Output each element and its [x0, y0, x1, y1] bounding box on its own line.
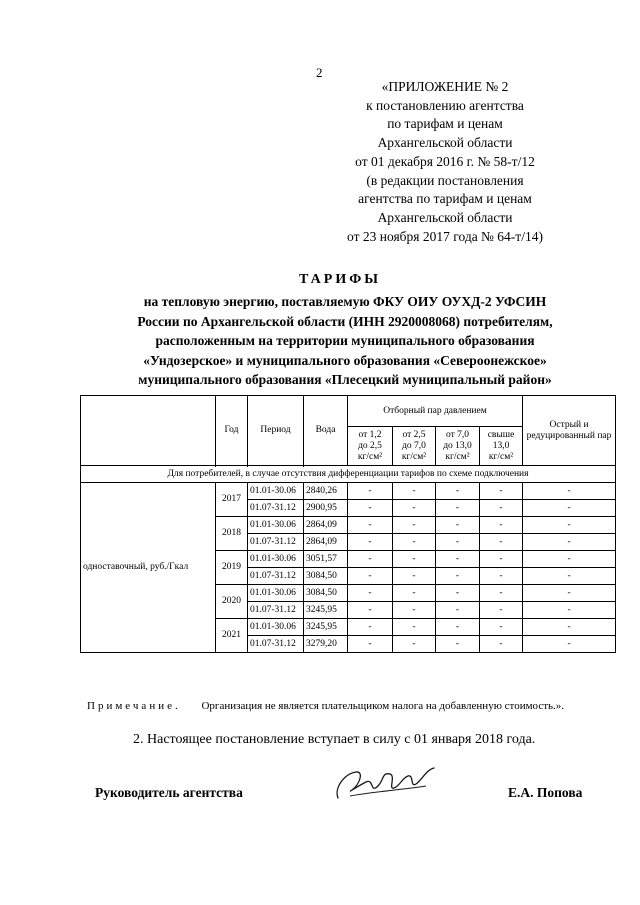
steam-cell: -	[393, 619, 436, 636]
pressure-1-line: до 2,5	[358, 440, 382, 451]
steam-cell: -	[436, 500, 480, 517]
steam-cell: -	[523, 517, 616, 534]
period-cell: 01.01-30.06	[248, 551, 304, 568]
steam-cell: -	[393, 534, 436, 551]
year-cell: 2019	[216, 551, 248, 585]
period-cell: 01.07-31.12	[248, 534, 304, 551]
signer-position: Руководитель агентства	[95, 785, 243, 800]
period-cell: 01.07-31.12	[248, 636, 304, 653]
period-cell: 01.01-30.06	[248, 619, 304, 636]
header-water: Вода	[304, 396, 348, 466]
appendix-line: к постановлению агентства	[366, 97, 524, 113]
pressure-4-line: кг/см²	[488, 451, 514, 462]
pressure-4-line: 13,0	[492, 440, 510, 451]
header-empty-cell	[81, 396, 216, 466]
steam-cell: -	[480, 551, 523, 568]
appendix-line: Архангельской области	[377, 209, 513, 225]
steam-cell: -	[480, 500, 523, 517]
steam-cell: -	[348, 517, 393, 534]
steam-cell: -	[523, 619, 616, 636]
pressure-2-line: от 2,5	[402, 429, 426, 440]
steam-cell: -	[348, 568, 393, 585]
document-title: ТАРИФЫ	[299, 272, 381, 287]
period-cell: 01.01-30.06	[248, 517, 304, 534]
pressure-1-line: кг/см²	[357, 451, 383, 462]
steam-cell: -	[436, 619, 480, 636]
tariff-table	[80, 395, 616, 653]
signer-name: Е.А. Попова	[508, 785, 583, 800]
water-cell: 2900,95	[304, 500, 348, 517]
appendix-line: от 23 ноября 2017 года № 64-т/14)	[347, 228, 543, 244]
steam-cell: -	[393, 483, 436, 500]
steam-cell: -	[393, 602, 436, 619]
appendix-line: Архангельской области	[377, 135, 513, 151]
water-cell: 3279,20	[304, 636, 348, 653]
section-label: Для потребителей, в случае отсутствия дифференциации тарифов по схеме подключения	[81, 466, 616, 483]
steam-cell: -	[436, 585, 480, 602]
appendix-line: агентства по тарифам и ценам	[358, 191, 532, 207]
subtitle-line: расположенным на территории муниципального образования	[155, 333, 535, 348]
pressure-4-line: свыше	[487, 429, 515, 440]
steam-cell: -	[480, 585, 523, 602]
water-cell: 2864,09	[304, 534, 348, 551]
clause-text: 2. Настоящее постановление вступает в силу с 01 января 2018 года.	[133, 732, 536, 747]
steam-cell: -	[348, 602, 393, 619]
steam-cell: -	[348, 500, 393, 517]
subtitle-line: России по Архангельской области (ИНН 2920008068) потребителям,	[137, 313, 553, 329]
steam-cell: -	[523, 568, 616, 585]
steam-cell: -	[480, 517, 523, 534]
steam-cell: -	[480, 568, 523, 585]
year-cell: 2020	[216, 585, 248, 619]
note-text: Организация не является плательщиком налога на добавленную стоимость.».	[201, 700, 565, 712]
water-cell: 3245,95	[304, 619, 348, 636]
note-head: Примечание.	[87, 700, 181, 712]
steam-cell: -	[393, 636, 436, 653]
steam-cell: -	[393, 551, 436, 568]
document-subtitle	[95, 292, 595, 390]
water-cell: 2840,26	[304, 483, 348, 500]
steam-cell: -	[523, 483, 616, 500]
steam-cell: -	[523, 551, 616, 568]
water-cell: 3245,95	[304, 602, 348, 619]
steam-cell: -	[436, 517, 480, 534]
pressure-2-line: кг/см²	[401, 451, 427, 462]
steam-cell: -	[348, 534, 393, 551]
steam-cell: -	[436, 551, 480, 568]
steam-cell: -	[523, 602, 616, 619]
subtitle-line: муниципального образования «Плесецкий муниципальный район»	[138, 372, 552, 387]
page-number: 2	[316, 65, 323, 80]
steam-cell: -	[393, 517, 436, 534]
steam-cell: -	[393, 568, 436, 585]
header-steam-group: Отборный пар давлением	[348, 396, 523, 427]
header-year: Год	[216, 396, 248, 466]
header-pressure-2	[393, 427, 436, 466]
period-cell: 01.07-31.12	[248, 500, 304, 517]
period-cell: 01.07-31.12	[248, 568, 304, 585]
water-cell: 2864,09	[304, 517, 348, 534]
steam-cell: -	[523, 534, 616, 551]
period-cell: 01.07-31.12	[248, 602, 304, 619]
header-pressure-4	[480, 427, 523, 466]
year-cell: 2021	[216, 619, 248, 653]
steam-cell: -	[348, 619, 393, 636]
water-cell: 3084,50	[304, 585, 348, 602]
pressure-1-line: от 1,2	[358, 429, 382, 440]
period-cell: 01.01-30.06	[248, 585, 304, 602]
pressure-3-line: до 13,0	[443, 440, 472, 451]
steam-cell: -	[348, 551, 393, 568]
steam-cell: -	[393, 585, 436, 602]
handwritten-signature	[330, 760, 440, 810]
pressure-2-line: до 7,0	[402, 440, 426, 451]
steam-cell: -	[436, 483, 480, 500]
note	[87, 700, 607, 712]
appendix-line: от 01 декабря 2016 г. № 58-т/12	[355, 153, 535, 169]
appendix-line: (в редакции постановления	[366, 172, 524, 188]
steam-cell: -	[348, 585, 393, 602]
appendix-block	[330, 78, 560, 246]
steam-cell: -	[436, 636, 480, 653]
header-sharp-steam: Острый и редуцированный пар	[523, 396, 616, 466]
appendix-line: «ПРИЛОЖЕНИЕ № 2	[381, 79, 509, 94]
pressure-3-line: кг/см²	[445, 451, 470, 462]
appendix-line: по тарифам и ценам	[387, 116, 503, 132]
steam-cell: -	[480, 483, 523, 500]
year-cell: 2017	[216, 483, 248, 517]
steam-cell: -	[523, 500, 616, 517]
water-cell: 3084,50	[304, 568, 348, 585]
year-cell: 2018	[216, 517, 248, 551]
steam-cell: -	[480, 602, 523, 619]
header-pressure-1	[348, 427, 393, 466]
pressure-3-line: от 7,0	[445, 429, 470, 440]
steam-cell: -	[480, 534, 523, 551]
steam-cell: -	[393, 500, 436, 517]
steam-cell: -	[348, 483, 393, 500]
steam-cell: -	[348, 636, 393, 653]
subtitle-line: «Ундозерское» и муниципального образования «Североонежское»	[143, 352, 547, 368]
header-period: Период	[248, 396, 304, 466]
water-cell: 3051,57	[304, 551, 348, 568]
steam-cell: -	[523, 585, 616, 602]
steam-cell: -	[480, 636, 523, 653]
row-label: одноставочный, руб./Гкал	[81, 483, 216, 653]
steam-cell: -	[523, 636, 616, 653]
table-row	[81, 483, 616, 500]
steam-cell: -	[480, 619, 523, 636]
steam-cell: -	[436, 602, 480, 619]
header-pressure-3	[436, 427, 480, 466]
steam-cell: -	[436, 568, 480, 585]
period-cell: 01.01-30.06	[248, 483, 304, 500]
subtitle-line: на тепловую энергию, поставляемую ФКУ ОИУ ОУХД-2 УФСИН	[143, 294, 547, 309]
steam-cell: -	[436, 534, 480, 551]
